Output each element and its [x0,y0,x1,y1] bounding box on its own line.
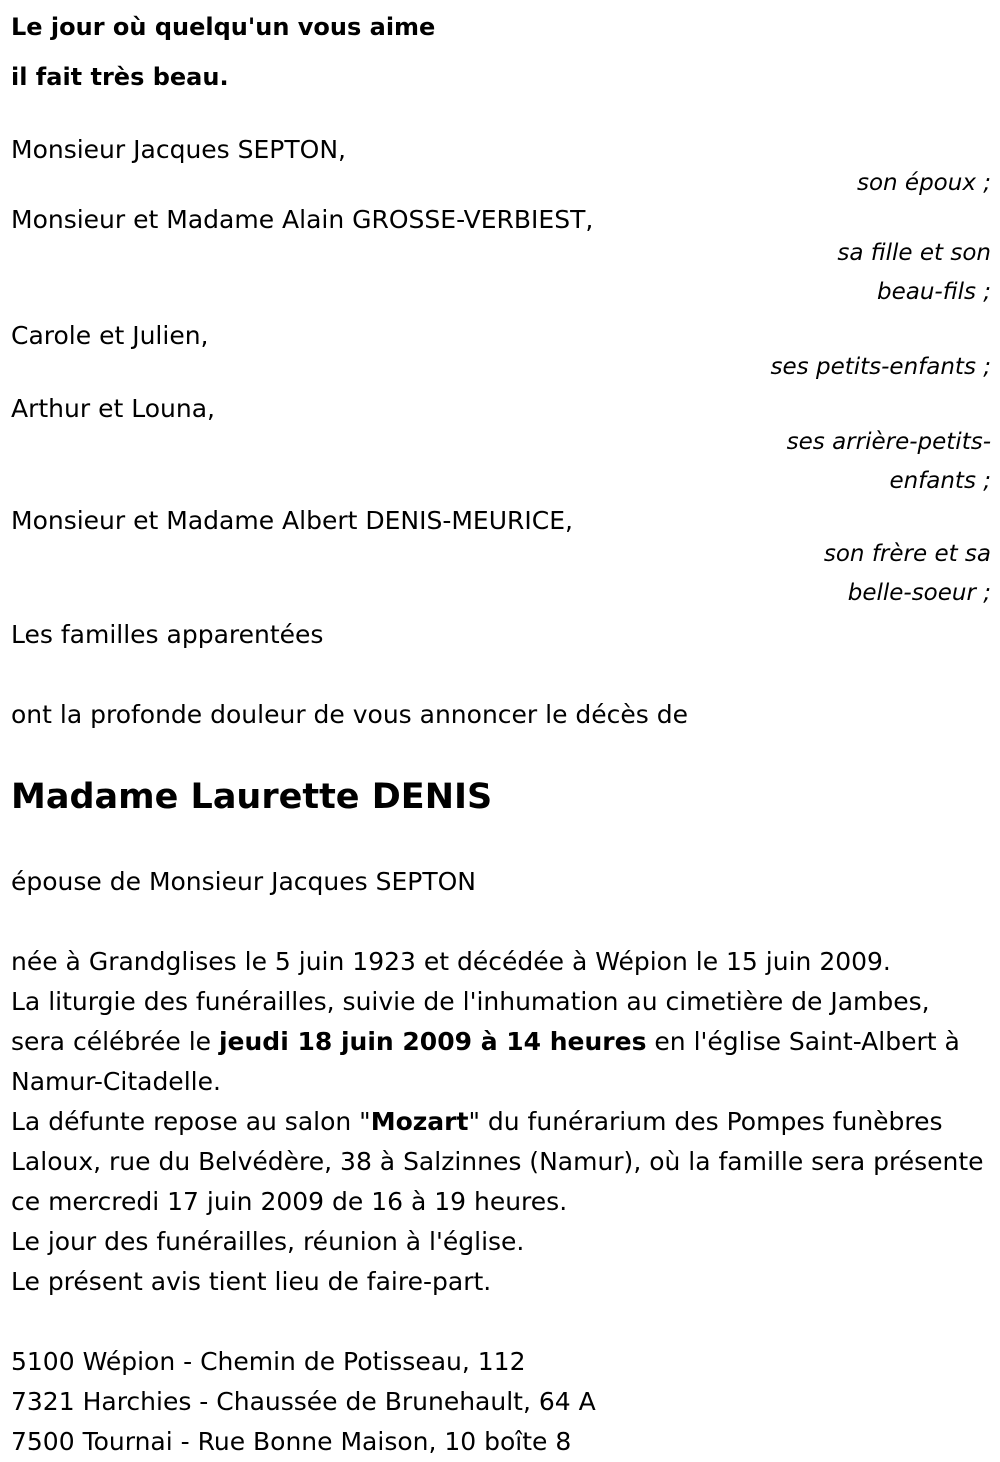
address-list [11,1342,991,1462]
family-entry [11,130,991,203]
deceased-name: Madame Laurette DENIS [11,777,493,817]
rest-paragraph [11,1102,991,1222]
family-entry [11,501,991,613]
birth-death-line: née à Grandglises le 5 juin 1923 et décédée à Wépion le 15 juin 2009. [11,947,891,976]
announcement: ont la profonde douleur de vous annoncer le décès de [11,700,689,729]
family-member-role: sa fille et son beau-fils ; [837,240,991,305]
family-member-name: Monsieur et Madame Alain GROSSE-VERBIEST, [11,205,594,234]
spouse-line: épouse de Monsieur Jacques SEPTON [11,867,476,896]
family-member-name: Monsieur et Madame Albert DENIS-MEURICE, [11,506,573,535]
liturgy-intro: La liturgie des funérailles, suivie de l'inhumation au cimetière de Jambes, sera célébrée le [11,987,930,1056]
liturgy-date: jeudi 18 juin 2009 à 14 heures [218,1027,647,1056]
quote-line-1: Le jour où quelqu'un vous aime [11,13,436,41]
address-line: 5100 Wépion - Chemin de Potisseau, 112 [11,1347,526,1376]
rest-intro: La défunte repose au salon " [11,1107,371,1136]
family-entry [11,389,991,501]
liturgy-outro: en l'église Saint-Albert à Namur-Citadelle. [11,1027,960,1096]
family-member-role: ses arrière-petits-enfants ; [786,429,991,494]
family-member-name: Monsieur Jacques SEPTON, [11,135,346,164]
address-line: 7500 Tournai - Rue Bonne Maison, 10 boîte 8 [11,1427,572,1456]
funeral-meeting-line: Le jour des funérailles, réunion à l'église. [11,1227,525,1256]
obituary-body [11,942,991,1302]
family-entry [11,200,991,312]
obituary-notice [11,0,991,1462]
family-member-role: ses petits-enfants ; [770,354,991,380]
family-member-name: Carole et Julien, [11,321,209,350]
family-member-role: son frère et sa belle-soeur ; [823,541,991,606]
related-families: Les familles apparentées [11,620,324,649]
notice-line: Le présent avis tient lieu de faire-part. [11,1267,492,1296]
address-line: 7321 Harchies - Chaussée de Brunehault, 64 A [11,1387,596,1416]
liturgy-paragraph [11,982,991,1102]
rest-salon: Mozart [370,1107,469,1136]
rest-outro: " du funérarium des Pompes funèbres Laloux, rue du Belvédère, 38 à Salzinnes (Namur), où la famille sera présente ce mercredi 17 juin 2009 de 16 à 19 heures. [11,1107,984,1216]
family-entry [11,316,991,387]
family-member-role: son époux ; [856,170,991,196]
quote-line-2: il fait très beau. [11,63,229,91]
family-member-name: Arthur et Louna, [11,394,215,423]
